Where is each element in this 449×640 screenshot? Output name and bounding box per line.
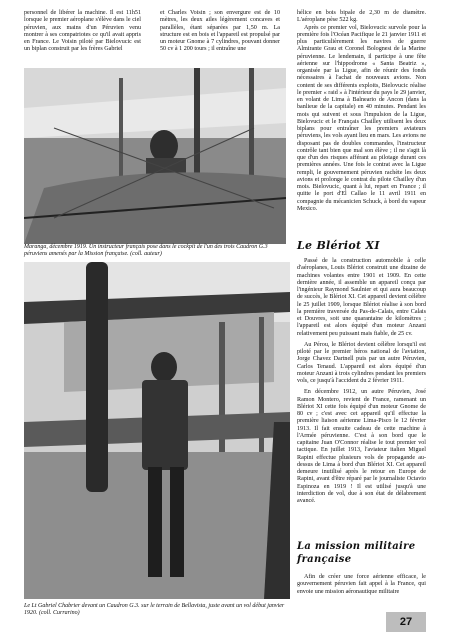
paragraph: Au Pérou, le Blériot devient célèbre lorsqu'il est piloté par le premier héros national de l'aviation, Jorge Chavez Dartnell puis par un autre Péruvien, Carlos Tenaud. L'appareil est alors équipé d'un moteur Anzani à trois cylindres pendant les premiers vols, ce jusqu'à l'accident du 2 février 1911.	[297, 341, 426, 384]
column-1-text	[24, 10, 141, 54]
paragraph: personnel de libérer la machine. Il est 11h51 lorsque le premier aéroplane s'élève dans le ciel péruvien, aux mains d'un Péruvien venu montrer à ses compatriotes ce qu'il avait appris en France. Le Voisin piloté par Bielovucic est un biplan construit par les frères Gabriel	[24, 10, 141, 53]
paragraph: Passé de la construction automobile à celle d'aéroplanes, Louis Blériot construit une dizaine de machines volantes entre 1901 et 1909. En cette dernière année, il assemble un appareil conçu par l'ingénieur Raymond Saulnier et qui aura beaucoup de succès, le Blériot XI. Cet appareil devient célèbre le 25 juillet 1909, lorsque Blériot réalise à son bord la première traversée du Pas-de-Calais, entre Calais et Douvres, soit une quarantaine de kilomètres ; l'appareil est alors équipé d'un moteur Anzani relativement peu puissant mais fiable, de 25 cv.	[297, 258, 426, 337]
paragraph: Afin de créer une force aérienne efficace, le gouvernement péruvien fait appel à la France, qui envoie une mission aéronautique militaire	[297, 574, 426, 595]
caption-photo-1: Maranga, décembre 1919. Un instructeur français pose dans le cockpit de l'un des trois Caudron G.3 péruviens amenés par la Mission française. (coll. auteur)	[24, 244, 268, 257]
photo-caudron-cockpit	[24, 68, 286, 244]
caption-photo-2: Le Lt Gabriel Chabrier devant un Caudron G.3. sur le terrain de Bellavista, juste avant un vol début janvier 1920. (coll. Currarino)	[24, 603, 285, 616]
photo-2-image	[24, 262, 290, 599]
column-2-text	[160, 10, 280, 54]
paragraph: En décembre 1912, un autre Péruvien, José Ramon Montero, revient de France, ramenant un Blériot XI cette fois équipé d'un moteur Gnome de 80 cv ; c'est avec cet appareil qu'il effectue la première liaison aérienne Lima-Pisco le 12 février 1913. Il fait ensuite cadeau de cette machine à l'Armée péruvienne. C'est à son bord que le capitaine Juan O'Connor réalise le tout premier vol tactique. En juillet 1913, l'aviateur italien Miguel Rapini effectue plusieurs vols de propagande au-dessus de Lima à bord d'un Blériot XI. Cet appareil demeure inutilisé après le retour en Europe de Rapini, avant d'être réparé par le journaliste Octavio Espinoza en 1919 ! Il est utilisé jusqu'à une interdiction de vol, due à son état de délabrement avancé.	[297, 389, 426, 504]
mission-text	[297, 574, 426, 596]
photo-1-image	[24, 68, 286, 244]
section-heading-bleriot: Le Blériot XI	[297, 239, 380, 252]
page-number: 27	[386, 612, 426, 632]
bleriot-text	[297, 258, 426, 505]
photo-chabrier-caudron	[24, 262, 290, 599]
paragraph: hélice en bois bipale de 2,30 m de diamètre. L'aéroplane pèse 522 kg.	[297, 10, 426, 24]
section-heading-mission: La mission militaire française	[297, 541, 416, 565]
column-3-text	[297, 10, 426, 213]
paragraph: et Charles Voisin ; son envergure est de 10 mètres, les deux ailes légèrement concaves et parallèles, étant séparées par 1,50 m. La structure est en bois et l'appareil est propulsé par un moteur Gnome à 7 cylindres, pouvant donner 50 cv à 1 200 tours ; il entraîne une	[160, 10, 280, 53]
paragraph: Après ce premier vol, Bielovucic survole pour la première fois l'Océan Pacifique le 21 janvier 1911 et plus particulièrement les navires de guerre Almirante Grau et Coronel Bolognesi de la Marine péruvienne. Le lendemain, il participe à une fête aérienne sur l'hippodrome « Santa Beatriz », organisée par la Ligue, afin de réunir des fonds nécessaires à l'achat de nouveaux avions. Non content de ses différents exploits, Bielovucic réalise le premier « raid » à l'intérieur du pays le 29 janvier, en volant de Lima à Balneario de Ancon (dans la banlieue de la capitale) en 40 minutes. Pendant les mois qui suivent et sous l'impulsion de la Ligue, Bielovucic et le Français Chailley utilisent les deux biplans pour entraîner les premiers aviateurs péruviens, les vols ayant lieu en mars. Les avions ne disposant pas de doubles commandes, l'instructeur contrôle tant bien que mal son élève ; il ne s'agit là que d'un des risques afférant au pilotage durant ces premières années. Une fois le contrat avec la Ligue rempli, le gouvernement péruvien rachète les deux avions et prolonge le contrat du pilote Chailley d'un mois. Bielovucic, quant à lui, repart en France ; il quitte le port d'El Callao le 11 avril 1911 en compagnie du mécanicien Schuck, à bord du vapeur Mexico.	[297, 24, 426, 212]
